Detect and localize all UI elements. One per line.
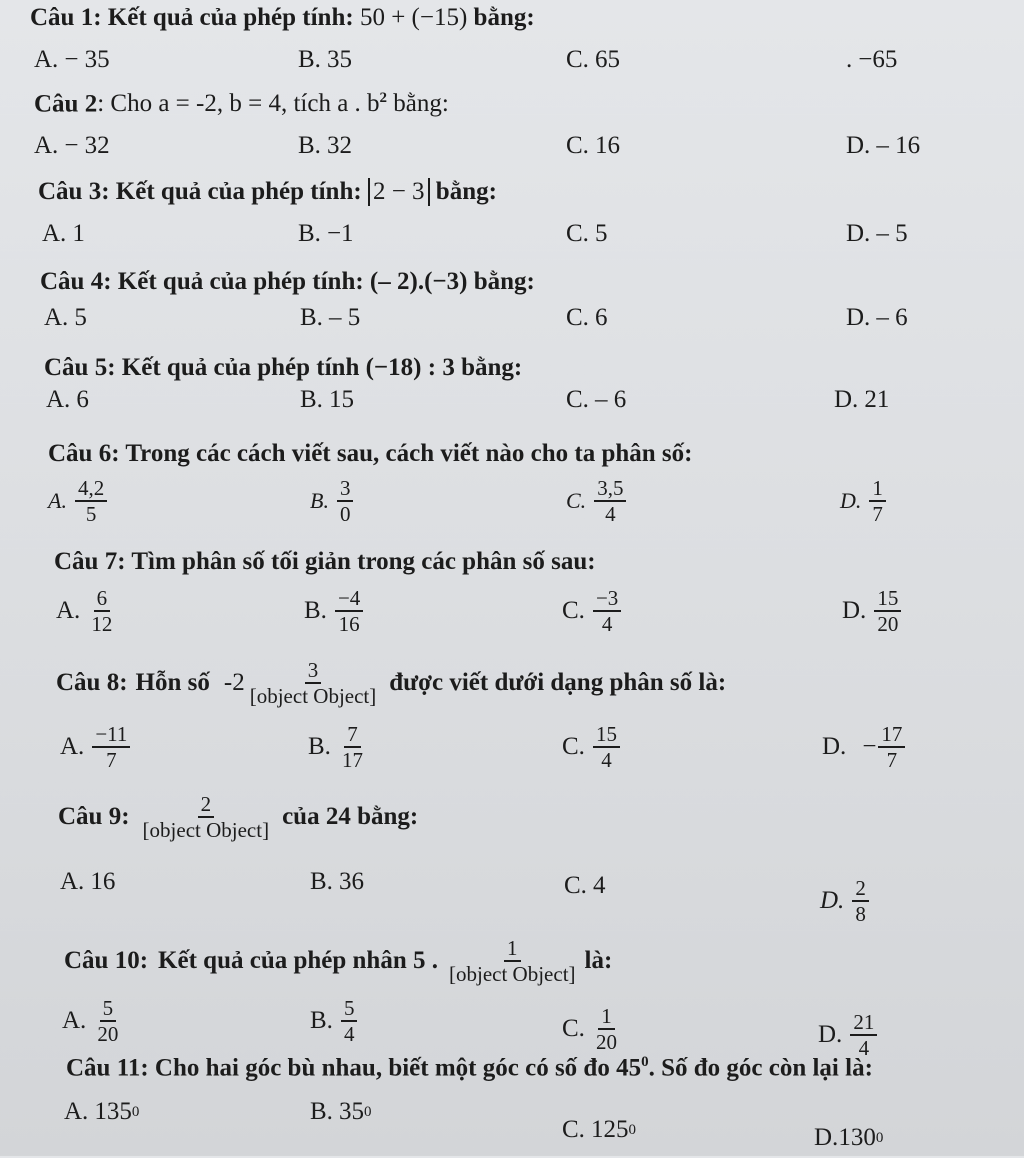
question-text: Hỗn số bbox=[135, 669, 210, 697]
question-11 bbox=[66, 1054, 1024, 1082]
question-tail: của 24 bằng: bbox=[282, 803, 419, 831]
option-b: B. 35 bbox=[298, 46, 352, 73]
option-c: C. – 6 bbox=[566, 386, 627, 413]
option-b: B. 15 bbox=[300, 386, 354, 413]
option-d: D. – 5 bbox=[846, 220, 908, 247]
question-label: Câu 5: bbox=[44, 354, 116, 381]
option-a: A. − 35 bbox=[34, 46, 110, 73]
option-a: A. − 32 bbox=[34, 132, 110, 159]
option-b: B. 35 0 bbox=[310, 1098, 372, 1125]
question-label: Câu 11: bbox=[66, 1054, 149, 1082]
question-text: Kết quả của phép tính (−18) : 3 bằng: bbox=[121, 354, 523, 381]
option-a: A. 5 bbox=[44, 304, 87, 331]
question-5 bbox=[44, 354, 1024, 382]
options-row bbox=[0, 586, 1024, 646]
question-fraction: $\frac{1}{\text{[object Object]}}$ bbox=[449, 936, 576, 987]
option-c: C. 6 bbox=[566, 304, 608, 331]
option-c: C. $\frac{3,5}{4}$ bbox=[566, 476, 628, 526]
question-text: Kết quả của phép tính: (– 2).(−3) bằng: bbox=[117, 268, 535, 295]
question-label: Câu 3: bbox=[38, 178, 110, 205]
question-text: Kết quả của phép nhân 5 . bbox=[158, 947, 438, 975]
option-c: C. $\frac{-3}{4}$ bbox=[562, 586, 623, 636]
question-tail: . Số đo góc còn lại là: bbox=[648, 1054, 873, 1082]
mixed-number-fraction: $\frac{3}{\text{[object Object]}}$ bbox=[249, 658, 377, 709]
question-7 bbox=[54, 548, 1024, 576]
question-text: Kết quả của phép tính: bbox=[107, 4, 354, 31]
mixed-number-whole: -2 bbox=[223, 669, 245, 697]
question-text: Cho hai góc bù nhau, biết một góc có số đo 45 bbox=[154, 1054, 642, 1082]
option-b: B. 32 bbox=[298, 132, 352, 159]
option-a: A. 135 0 bbox=[64, 1098, 140, 1125]
question-4 bbox=[40, 268, 1024, 296]
expression: 50 + (−15) bbox=[359, 4, 468, 31]
question-8 bbox=[56, 658, 1024, 708]
option-c: C. 4 bbox=[564, 872, 606, 899]
question-9 bbox=[58, 792, 1024, 842]
options-row bbox=[0, 386, 1024, 446]
option-c: C. 16 bbox=[566, 132, 620, 159]
question-label: Câu 7: bbox=[54, 548, 126, 575]
option-b: B. $\frac{5}{4}$ bbox=[310, 996, 359, 1046]
question-label: Câu 10: bbox=[64, 947, 149, 975]
option-d: D. $\frac{15}{20}$ bbox=[842, 586, 903, 636]
option-d: D. $\frac{1}{7}$ bbox=[840, 476, 888, 526]
question-tail: bằng: bbox=[435, 178, 497, 205]
question-tail: được viết dưới dạng phân số là: bbox=[389, 669, 727, 697]
option-b: B. 36 bbox=[310, 868, 364, 895]
options-row bbox=[0, 476, 1024, 536]
question-label: Câu 6: bbox=[48, 440, 120, 467]
option-c: C. 5 bbox=[566, 220, 608, 247]
question-tail: là: bbox=[584, 947, 613, 975]
question-text: Kết quả của phép tính: bbox=[115, 178, 362, 205]
question-label: Câu 1: bbox=[30, 4, 102, 31]
question-label: Câu 2 bbox=[34, 90, 98, 118]
option-d: D. – 6 bbox=[846, 304, 908, 331]
option-a: A. 16 bbox=[60, 868, 116, 895]
option-b: B. −1 bbox=[298, 220, 354, 247]
option-a: A. $\frac{6}{12}$ bbox=[56, 586, 113, 637]
options-row bbox=[0, 866, 1024, 926]
option-a: A. 1 bbox=[42, 220, 85, 247]
question-label: Câu 9: bbox=[58, 803, 130, 831]
option-a: A. $\frac{4,2}{5}$ bbox=[48, 476, 109, 526]
options-row bbox=[0, 996, 1024, 1061]
options-row bbox=[0, 722, 1024, 782]
option-c: C. $\frac{15}{4}$ bbox=[562, 722, 622, 772]
option-b: B. $\frac{3}{0}$ bbox=[310, 476, 355, 526]
option-b: B. – 5 bbox=[300, 304, 361, 331]
option-d: D. 130 0 bbox=[814, 1124, 884, 1151]
option-c: C. $\frac{1}{20}$ bbox=[562, 1004, 617, 1055]
options-row bbox=[0, 1098, 1024, 1158]
question-tail: bằng: bbox=[473, 4, 535, 31]
question-1 bbox=[30, 4, 1024, 32]
option-a: A. $\frac{-11}{7}$ bbox=[60, 722, 132, 772]
exponent: 2 bbox=[379, 90, 388, 106]
question-tail: bằng: bbox=[393, 90, 449, 118]
absolute-value-expression: 2 − 3 bbox=[368, 178, 430, 206]
question-text: Trong các cách viết sau, cách viết nào cho ta phân số: bbox=[125, 440, 693, 467]
option-d: . −65 bbox=[846, 46, 898, 73]
question-3 bbox=[38, 178, 1024, 206]
option-d: D. $\frac{2}{8}$ bbox=[820, 876, 871, 926]
question-text: Tìm phân số tối giản trong các phân số sau: bbox=[131, 548, 596, 575]
question-6 bbox=[48, 440, 1024, 468]
question-text: : Cho a = -2, b = 4, tích a . b bbox=[97, 90, 380, 118]
option-d: D. 21 bbox=[834, 386, 890, 413]
question-10 bbox=[64, 936, 1024, 986]
option-d: D. – 16 bbox=[846, 132, 921, 159]
option-a: A. $\frac{5}{20}$ bbox=[62, 996, 119, 1047]
option-d: D. $\frac{21}{4}$ bbox=[818, 1010, 879, 1060]
question-fraction: $\frac{2}{\text{[object Object]}}$ bbox=[142, 792, 270, 843]
question-label: Câu 4: bbox=[40, 268, 112, 295]
option-b: B. $\frac{7}{17}$ bbox=[308, 722, 363, 773]
degree-symbol: 0 bbox=[641, 1054, 649, 1070]
option-b: B. $\frac{-4}{16}$ bbox=[304, 586, 365, 636]
question-2 bbox=[34, 90, 1024, 118]
option-d: D. − $\frac{17}{7}$ bbox=[822, 722, 907, 772]
question-label: Câu 8: bbox=[56, 669, 128, 697]
option-a: A. 6 bbox=[46, 386, 89, 413]
option-c: C. 125 0 bbox=[562, 1116, 636, 1143]
option-c: C. 65 bbox=[566, 46, 620, 73]
